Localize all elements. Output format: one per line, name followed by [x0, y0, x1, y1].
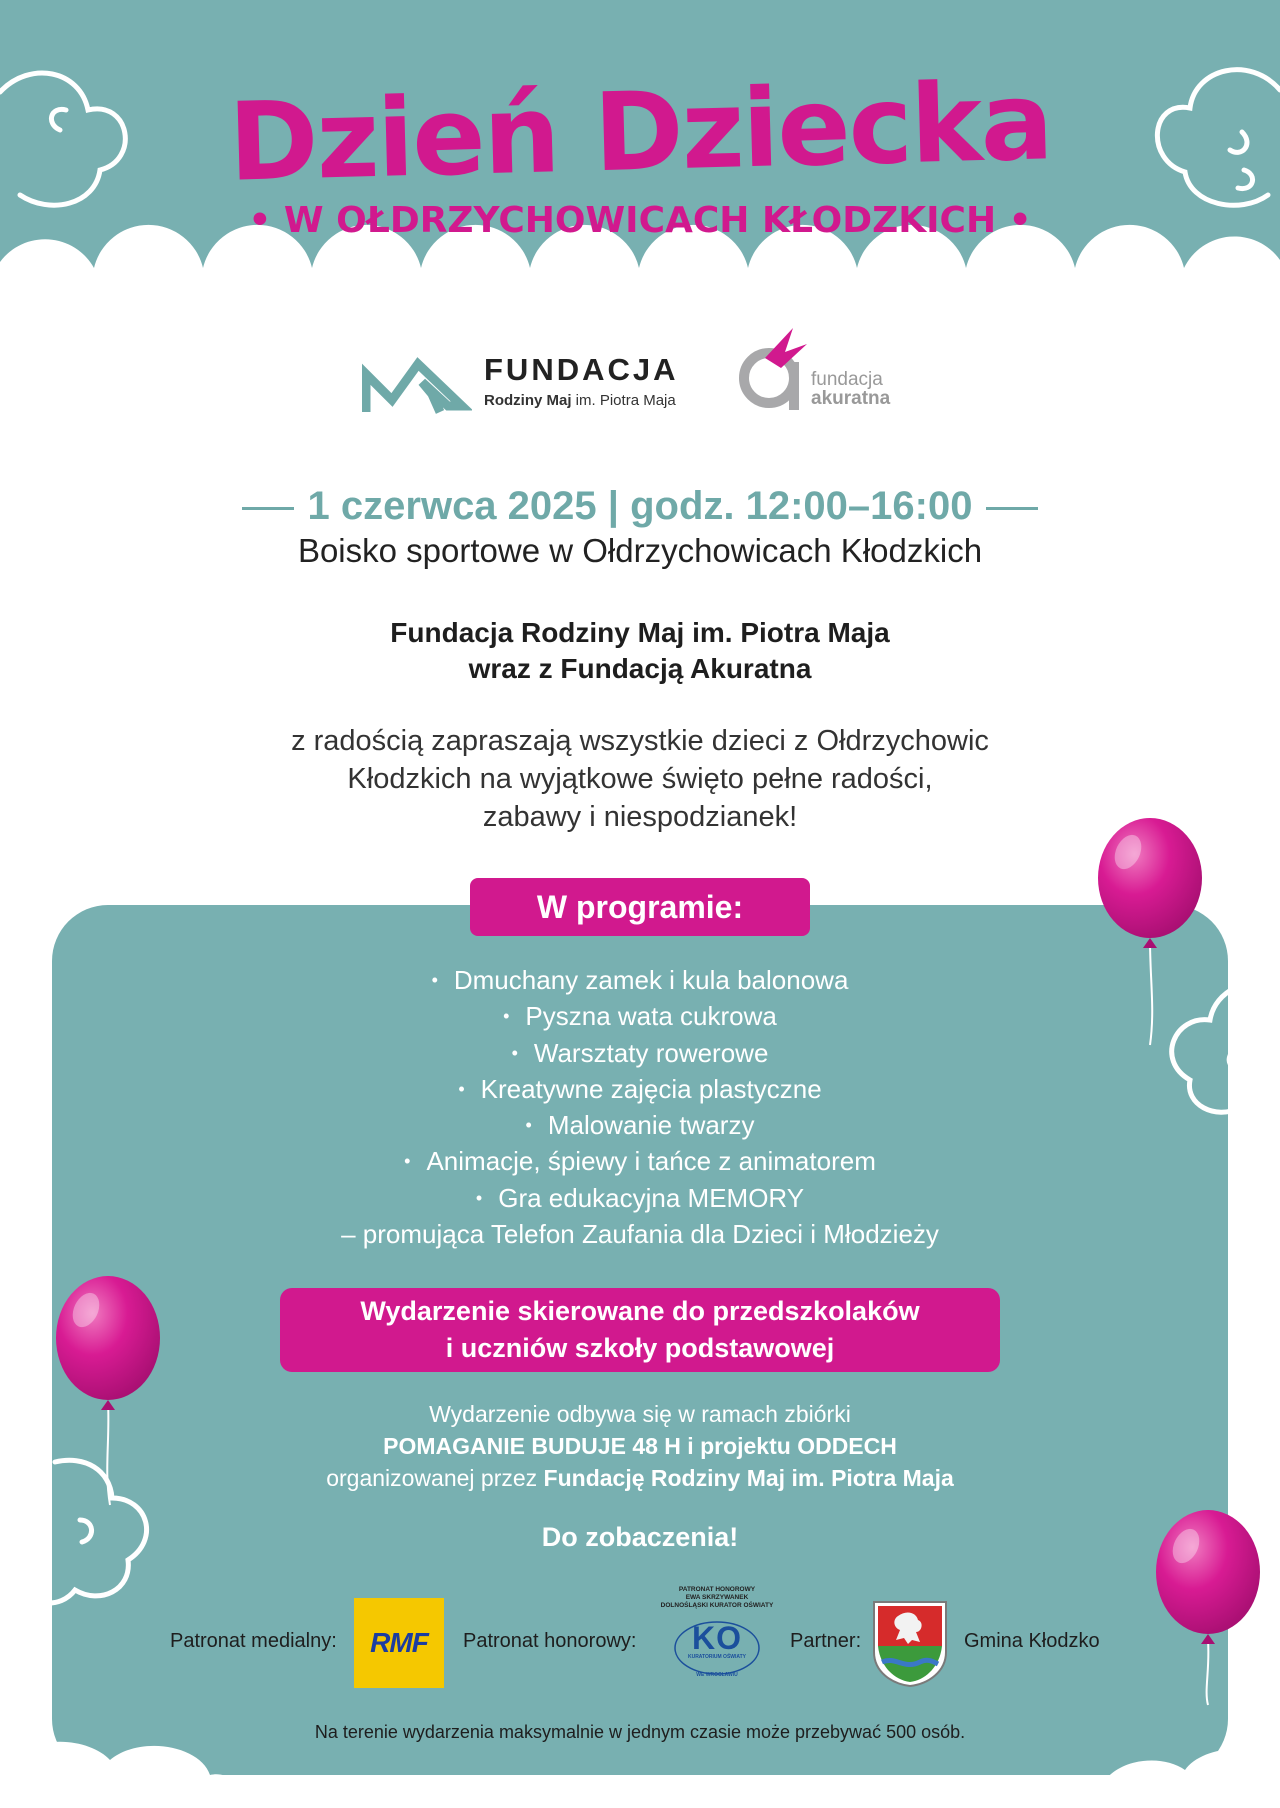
poster-subtitle: • W OŁDRZYCHOWICACH KŁODZKICH •: [248, 200, 1032, 241]
fundacja-subtitle: Rodziny Maj im. Piotra Maja: [484, 392, 676, 409]
rmf-logo: RMF: [354, 1598, 444, 1688]
program-item: • Dmuchany zamek i kula balonowa: [200, 962, 1080, 998]
event-place: Boisko sportowe w Ołdrzychowicach Kłodzkich: [297, 532, 983, 569]
mountain-house-icon: [362, 354, 472, 414]
program-item: • Malowanie twarzy: [200, 1107, 1080, 1143]
invitation-text: z radością zapraszają wszystkie dzieci z Ołdrzychowic Kłodzkich na wyjątkowe święto pełne radości, zabawy i niespodzianek!: [291, 725, 989, 833]
media-patron-label: Patronat medialny:: [170, 1630, 337, 1652]
program-item: • Gra edukacyjna MEMORY: [200, 1180, 1080, 1216]
program-list: [200, 962, 1080, 1252]
kuratorium-logo: PATRONAT HONOROWY EWA SKRZYWANEK DOLNOŚLĄSKI KURATOR OŚWIATY KO KURATORIUM OŚWIATY WE WROCŁAWIU: [660, 1586, 774, 1678]
program-item: • Pyszna wata cukrowa: [200, 998, 1080, 1034]
organizers: Fundacja Rodziny Maj im. Piotra Maja wraz z Fundacją Akuratna: [390, 617, 890, 684]
decorative-dash: [986, 507, 1038, 510]
fundacja-akuratna-logo: [735, 322, 920, 417]
akuratna-line2: akuratna: [811, 388, 891, 409]
akuratna-line1: fundacja: [811, 369, 883, 390]
program-item: • Animacje, śpiewy i tańce z animatorem: [200, 1143, 1080, 1179]
closing-text: Do zobaczenia!: [541, 1522, 739, 1552]
decorative-dash: [242, 507, 294, 510]
gmina-klodzko-crest-icon: [872, 1600, 948, 1688]
fundacja-word: FUNDACJA: [484, 352, 679, 387]
partner-name: Gmina Kłodzko: [964, 1630, 1100, 1652]
event-datetime: 1 czerwca 2025 | godz. 12:00–16:00: [0, 484, 1280, 529]
program-item-continuation: – promująca Telefon Zaufania dla Dzieci i Młodzieży: [341, 1219, 939, 1250]
program-heading: W programie:: [470, 878, 810, 936]
poster-title: Dzień Dziecka: [227, 59, 1053, 206]
partner-label: Partner:: [790, 1630, 862, 1652]
capacity-note: Na terenie wydarzenia maksymalnie w jednym czasie może przebywać 500 osób.: [314, 1722, 966, 1742]
program-item: • Kreatywne zajęcia plastyczne: [200, 1071, 1080, 1107]
fundacja-rodziny-maj-logo: [362, 348, 702, 420]
fundraiser-info: Wydarzenie odbywa się w ramach zbiórki POMAGANIE BUDUJE 48 H i projektu ODDECH organizowanej przez Fundację Rodziny Maj im. Piotra Maja: [326, 1401, 954, 1491]
target-audience-banner: Wydarzenie skierowane do przedszkolaków i uczniów szkoły podstawowej: [280, 1288, 1000, 1372]
honorary-patron-label: Patronat honorowy:: [463, 1630, 637, 1652]
program-item: • Warsztaty rowerowe: [200, 1035, 1080, 1071]
akuratna-icon: [735, 322, 815, 417]
